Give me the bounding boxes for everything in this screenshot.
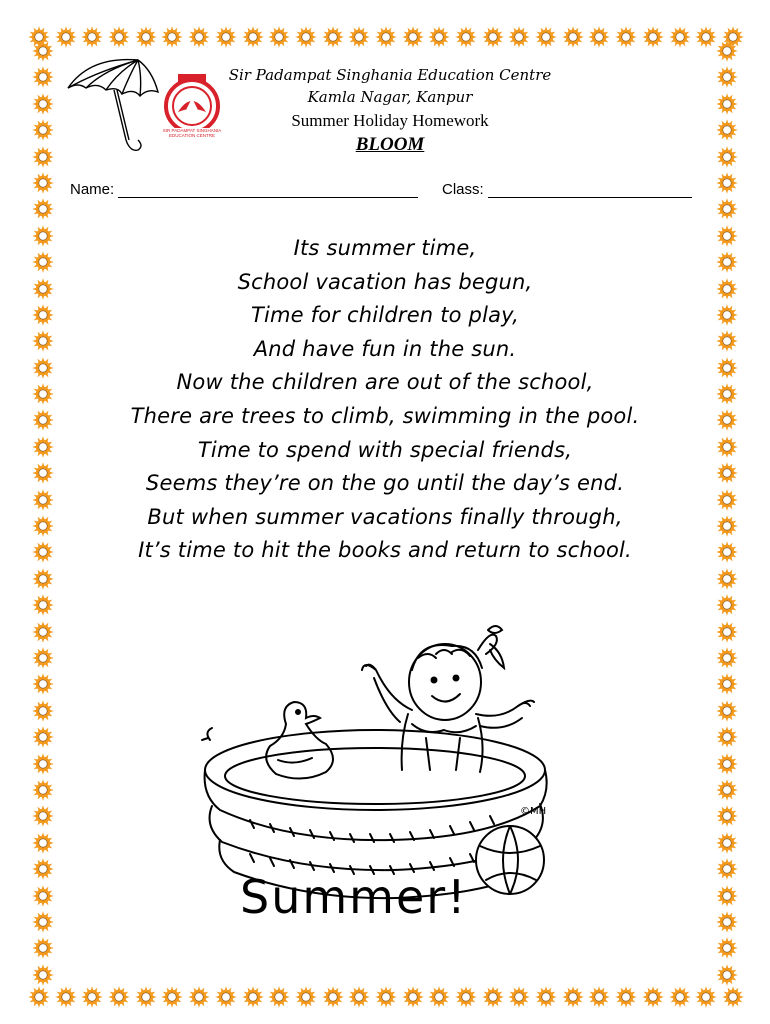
sun-icon <box>716 858 738 880</box>
sun-icon <box>32 911 54 933</box>
poem-line: There are trees to climb, swimming in the pool. <box>130 403 640 428</box>
sun-icon <box>716 647 738 669</box>
sun-icon <box>32 832 54 854</box>
sun-icon <box>32 172 54 194</box>
sun-icon <box>455 26 477 48</box>
poem-line: Seems they’re on the go until the day’s end. <box>145 471 625 496</box>
sun-icon <box>108 986 130 1008</box>
sun-icon <box>161 26 183 48</box>
poem-line: Now the children are out of the school, <box>176 370 594 395</box>
class-field[interactable] <box>442 181 692 198</box>
sun-icon <box>716 119 738 141</box>
sun-icon <box>32 779 54 801</box>
sun-icon <box>615 986 637 1008</box>
poem-line: And have fun in the sun. <box>253 336 517 361</box>
sun-icon <box>55 26 77 48</box>
sun-icon <box>108 26 130 48</box>
sun-icon <box>716 700 738 722</box>
sun-icon <box>508 26 530 48</box>
sun-icon <box>716 673 738 695</box>
class-name: BLOOM <box>355 134 425 155</box>
sun-icon <box>716 66 738 88</box>
sun-icon <box>32 858 54 880</box>
sun-icon <box>428 26 450 48</box>
class-blank[interactable] <box>488 181 692 198</box>
sun-icon <box>322 26 344 48</box>
sun-icon <box>722 986 744 1008</box>
sun-icon <box>32 964 54 986</box>
sun-icon <box>375 26 397 48</box>
sun-icon <box>716 198 738 220</box>
sun-icon <box>295 26 317 48</box>
school-location: Kamla Nagar, Kanpur <box>307 88 473 106</box>
sun-icon <box>32 700 54 722</box>
sun-icon <box>295 986 317 1008</box>
sun-icon <box>32 647 54 669</box>
sun-icon <box>28 986 50 1008</box>
sun-icon <box>716 225 738 247</box>
poem-line: It’s time to hit the books and return to school. <box>138 538 632 563</box>
sun-icon <box>32 383 54 405</box>
sun-icon <box>716 40 738 62</box>
sun-icon <box>242 986 264 1008</box>
sun-icon <box>81 986 103 1008</box>
sun-icon <box>32 515 54 537</box>
name-blank[interactable] <box>118 181 418 198</box>
sun-icon <box>716 621 738 643</box>
sun-icon <box>482 26 504 48</box>
sun-icon <box>215 986 237 1008</box>
logo-text: SIR PADAMPAT SINGHANIA EDUCATION CENTRE <box>162 128 222 138</box>
sun-icon <box>32 304 54 326</box>
sun-icon <box>716 330 738 352</box>
sun-icon <box>716 805 738 827</box>
sun-icon <box>716 172 738 194</box>
sun-icon <box>188 986 210 1008</box>
sun-icon <box>32 568 54 590</box>
sun-icon <box>535 986 557 1008</box>
sun-icon <box>716 278 738 300</box>
sun-icon <box>716 357 738 379</box>
sun-icon <box>615 26 637 48</box>
poem-line: Time to spend with special friends, <box>197 437 573 462</box>
poem-line: Its summer time, <box>293 236 477 260</box>
homework-title: Summer Holiday Homework <box>291 111 489 130</box>
sun-icon <box>55 986 77 1008</box>
sun-icon <box>348 26 370 48</box>
poem-line: Time for children to play, <box>250 303 520 328</box>
sun-icon <box>32 805 54 827</box>
sun-icon <box>716 832 738 854</box>
poem-line: School vacation has begun, <box>237 269 533 294</box>
sun-icon <box>215 26 237 48</box>
sun-icon <box>32 726 54 748</box>
student-fields <box>70 181 700 207</box>
sun-icon <box>716 436 738 458</box>
sun-icon <box>669 986 691 1008</box>
sun-icon <box>32 409 54 431</box>
sun-icon <box>242 26 264 48</box>
sun-icon <box>716 964 738 986</box>
sun-icon <box>716 726 738 748</box>
sun-icon <box>32 541 54 563</box>
sun-icon <box>588 986 610 1008</box>
sun-icon <box>642 986 664 1008</box>
sun-icon <box>32 673 54 695</box>
sun-icon <box>32 594 54 616</box>
sun-icon <box>32 198 54 220</box>
sun-icon <box>716 462 738 484</box>
sun-icon <box>135 986 157 1008</box>
sun-icon <box>716 146 738 168</box>
pool-illustration <box>190 610 570 910</box>
sun-icon <box>402 986 424 1008</box>
sun-icon <box>716 779 738 801</box>
sun-icon <box>455 986 477 1008</box>
sun-icon <box>32 489 54 511</box>
sun-icon <box>32 93 54 115</box>
school-name: Sir Padampat Singhania Education Centre <box>228 66 552 84</box>
sun-icon <box>562 26 584 48</box>
sun-icon <box>482 986 504 1008</box>
sun-icon <box>716 568 738 590</box>
sun-icon <box>375 986 397 1008</box>
sun-icon <box>716 753 738 775</box>
poem <box>60 232 710 568</box>
sun-icon <box>402 26 424 48</box>
sun-icon <box>322 986 344 1008</box>
sun-icon <box>716 409 738 431</box>
sun-border-right <box>714 40 740 986</box>
sun-icon <box>32 119 54 141</box>
sun-border-bottom <box>28 984 744 1010</box>
class-label: Class: <box>442 181 484 198</box>
sun-icon <box>188 26 210 48</box>
name-label: Name: <box>70 181 115 198</box>
sun-icon <box>32 40 54 62</box>
sun-icon <box>535 26 557 48</box>
sun-icon <box>716 489 738 511</box>
sun-icon <box>32 251 54 273</box>
sun-icon <box>716 541 738 563</box>
sun-icon <box>161 986 183 1008</box>
sun-icon <box>32 66 54 88</box>
poem-line: But when summer vacations finally through, <box>147 504 623 529</box>
summer-caption: Summer! <box>240 870 468 924</box>
sun-icon <box>716 93 738 115</box>
sun-icon <box>716 304 738 326</box>
sun-icon <box>32 146 54 168</box>
sun-icon <box>32 462 54 484</box>
sun-icon <box>642 26 664 48</box>
sun-icon <box>32 885 54 907</box>
sun-icon <box>716 515 738 537</box>
sun-icon <box>32 753 54 775</box>
sun-icon <box>268 986 290 1008</box>
sun-icon <box>32 278 54 300</box>
sun-icon <box>428 986 450 1008</box>
sun-icon <box>716 594 738 616</box>
sun-icon <box>32 937 54 959</box>
sun-icon <box>716 251 738 273</box>
sun-icon <box>716 885 738 907</box>
sun-icon <box>32 436 54 458</box>
sun-icon <box>508 986 530 1008</box>
sun-border-top <box>28 24 744 50</box>
sun-icon <box>81 26 103 48</box>
sun-icon <box>32 225 54 247</box>
sun-icon <box>716 937 738 959</box>
sun-icon <box>348 986 370 1008</box>
sun-icon <box>669 26 691 48</box>
sun-icon <box>562 986 584 1008</box>
sun-icon <box>135 26 157 48</box>
sun-icon <box>695 986 717 1008</box>
sun-icon <box>716 383 738 405</box>
sun-icon <box>32 621 54 643</box>
sun-icon <box>32 357 54 379</box>
sun-icon <box>716 911 738 933</box>
sun-icon <box>268 26 290 48</box>
sun-icon <box>588 26 610 48</box>
sun-icon <box>32 330 54 352</box>
sun-border-left <box>30 40 56 986</box>
name-field[interactable] <box>70 181 418 198</box>
copyright-mark: ©MH <box>520 806 547 817</box>
